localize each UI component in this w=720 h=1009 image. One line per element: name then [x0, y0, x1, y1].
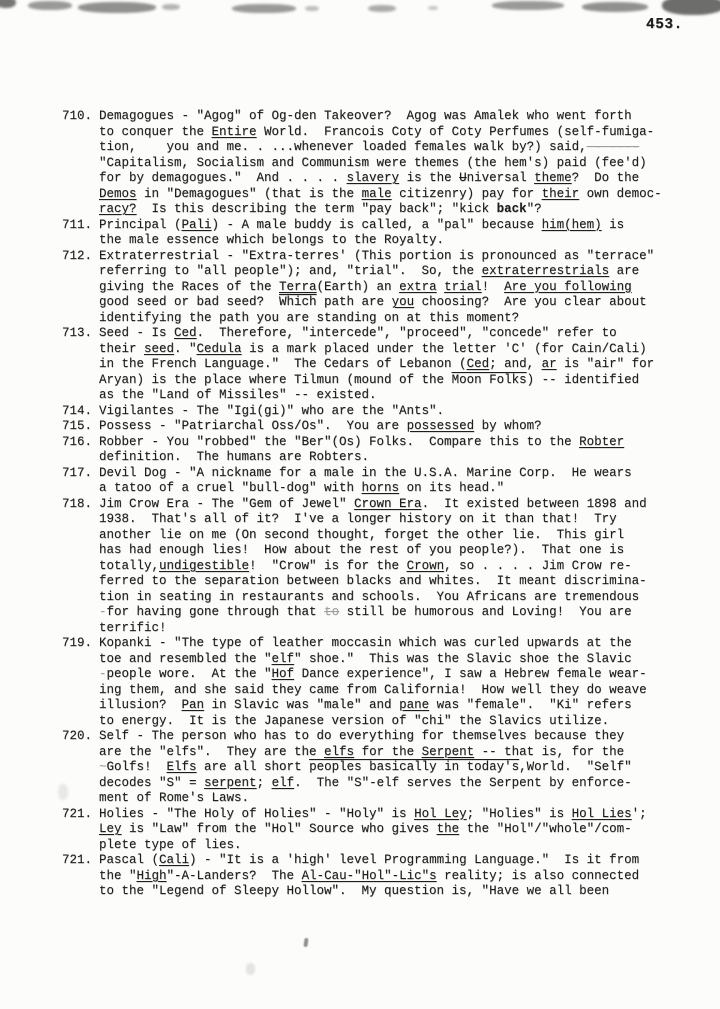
plain-text: Jim Crow Era - The "Gem of Jewel"	[99, 496, 355, 511]
scan-noise-smudge	[492, 1, 564, 10]
scan-noise-smudge	[28, 1, 72, 10]
plain-text: to conquer the	[99, 124, 212, 139]
entry-line	[99, 497, 687, 513]
plain-text: another lie on me (On second thought, forget the other lie. This girl	[99, 527, 625, 542]
plain-text: for by demagogues." And . . . .	[99, 171, 347, 185]
entry-text	[99, 404, 687, 420]
plain-text: . The "S"-elf serves the Serpent by enforce-	[294, 775, 632, 790]
entry-number: 714.	[62, 403, 93, 418]
marked-text: Crown	[406, 558, 445, 573]
plain-text: . Therefore, "intercede", "proceed", "concede" refer to	[196, 326, 617, 340]
plain-text: in Slavic was "male" and	[204, 698, 400, 712]
entry-text	[99, 419, 687, 435]
entry-line	[99, 559, 687, 575]
plain-text: is a mark placed under the letter 'C' (for Cain/Cali)	[241, 341, 647, 356]
plain-text: ;	[256, 775, 272, 790]
marked-text: peoples basically in today's	[309, 760, 520, 774]
marked-text: Terra	[279, 279, 317, 294]
plain-text: ing them, and she said they came from California! How well they do weave	[99, 682, 647, 697]
plain-text: totally,	[99, 558, 160, 573]
plain-text: illusion?	[99, 698, 182, 712]
marked-text: Pali	[181, 217, 212, 232]
entry-line	[99, 822, 687, 838]
scan-noise-smudge	[0, 0, 16, 8]
plain-text: Pascal (	[99, 853, 160, 867]
entry-line	[99, 357, 687, 373]
marked-text: Al-Cau-"Hol"-Lic"s	[301, 868, 437, 883]
marked-text: Cali	[159, 853, 190, 867]
plain-text: own democ-	[579, 186, 662, 201]
plain-text: ; "Holies" is	[466, 806, 572, 821]
entry-line	[99, 652, 687, 668]
plain-text: "Capitalism, Socialism and Communism were themes (the hem's) paid (fee'd)	[99, 155, 647, 170]
entry-number: 721.	[62, 853, 93, 867]
plain-text: is "air" for	[556, 357, 655, 371]
plain-text: niversal	[466, 171, 535, 185]
marked-text: pane	[399, 698, 430, 712]
entry-number: 720.	[62, 729, 93, 743]
marked-text: ar	[541, 357, 557, 371]
entry-number: 716.	[62, 434, 93, 449]
marked-text: elf	[271, 775, 295, 790]
plain-text: to the "Legend of Sleepy Hollow". My question is, "Have we all been	[99, 884, 610, 898]
entry-line	[99, 218, 687, 234]
entry-number: 721.	[62, 806, 93, 821]
plain-text: referring to "all people"); and, "trial". So, the	[99, 264, 482, 278]
entry-line	[99, 543, 687, 559]
entry-number: 718.	[62, 496, 93, 511]
plain-text: . It existed between 1898 and	[421, 496, 647, 511]
plain-text: reality; is also connected	[436, 868, 640, 883]
marked-text: male	[361, 186, 392, 201]
plain-text: the "	[99, 868, 137, 883]
marked-text: Ced	[174, 326, 197, 340]
scan-stray-mark	[303, 938, 308, 947]
plain-text: World. Francois Coty of Coty Perfumes (self-fumiga-	[256, 124, 655, 139]
marked-text: Robter	[579, 434, 625, 449]
entry-line	[99, 636, 687, 652]
entry-line	[99, 838, 687, 854]
entry-row	[62, 729, 687, 807]
page-number: 453.	[646, 17, 683, 33]
plain-text: Kopanki - "The type of leather moccasin which was curled upwards at the	[99, 636, 632, 650]
plain-text: for the	[354, 744, 422, 759]
entry-text	[99, 249, 687, 327]
scan-noise-smudge	[368, 5, 396, 12]
entry-text	[99, 807, 687, 854]
entry-line	[99, 698, 687, 714]
marked-text: Elfs	[166, 760, 197, 774]
plain-text: " shoe." This was the Slavic shoe the Slavic	[294, 651, 632, 666]
entry-row	[62, 807, 687, 854]
entry-row	[62, 109, 687, 218]
entry-line	[99, 729, 687, 745]
entry-number: 711.	[62, 217, 93, 232]
entry-row	[62, 404, 687, 420]
entry-line	[99, 404, 687, 420]
marked-text: Ced	[466, 357, 490, 371]
entries-list	[62, 109, 687, 900]
entry-line	[99, 714, 687, 730]
plain-text: ? Do the	[571, 171, 640, 185]
marked-text: - ----	[586, 140, 640, 154]
scan-noise-smudge	[78, 2, 156, 13]
marked-text: Which	[279, 295, 317, 309]
entry-line	[99, 853, 687, 869]
entry-row	[62, 419, 687, 435]
marked-text: slavery	[346, 171, 400, 185]
entry-line	[99, 621, 687, 637]
plain-text: Extraterrestrial - "Extra-terres' (This portion is pronounced as "terrace"	[99, 248, 655, 263]
entry-number: 717.	[62, 465, 93, 480]
plain-text: was "female". "Ki" refers	[429, 698, 632, 712]
plain-text: choosing? Are you clear about	[414, 295, 647, 309]
entry-line	[99, 760, 687, 776]
entry-text	[99, 466, 687, 497]
scan-noise-smudge	[162, 4, 180, 10]
plain-text: !	[481, 279, 505, 294]
entry-text	[99, 853, 687, 900]
entry-line	[99, 342, 687, 358]
entry-line	[99, 884, 687, 900]
plain-text: in "Demagogues" (that is the	[136, 186, 362, 201]
marked-text: Moon Folks	[451, 372, 527, 387]
entry-number: 712.	[62, 248, 93, 263]
scan-stray-mark	[246, 963, 255, 975]
marked-text: -	[99, 667, 107, 681]
marked-text: the	[436, 822, 460, 836]
entry-row	[62, 218, 687, 249]
entry-text	[99, 729, 687, 807]
entry-line	[99, 590, 687, 606]
plain-text: has had enough lies! How about the rest of you people?). That one is	[99, 543, 625, 557]
scan-noise-smudge	[428, 6, 438, 10]
plain-text: decodes "S" =	[99, 775, 205, 790]
marked-text: Ley	[99, 822, 122, 836]
plain-text: good seed or bad seed?	[99, 295, 280, 309]
entry-row	[62, 435, 687, 466]
marked-text: possessed	[406, 419, 475, 433]
plain-text: tion in seating in restaurants and schools. You Africans are tremendous	[99, 589, 640, 604]
plain-text: as the "Land of Missiles" -- existed.	[99, 388, 377, 402]
marked-text: theme	[534, 171, 572, 185]
plain-text: ';	[631, 806, 647, 821]
scan-noise-smudge	[662, 0, 720, 15]
plain-text: ) - "It is a 'high' level Programming Language." Is it from	[189, 853, 640, 867]
entry-row	[62, 497, 687, 637]
plain-text: by whom?	[474, 419, 542, 433]
entry-row	[62, 636, 687, 729]
plain-text: is the	[399, 171, 460, 185]
entry-line	[99, 326, 687, 342]
marked-text: him(hem)	[541, 217, 602, 232]
plain-text: Dance experience", I saw a Hebrew female wear-	[294, 667, 647, 681]
entry-line	[99, 869, 687, 885]
plain-text: ferred to the separation between blacks and whites. It meant discrimina-	[99, 574, 647, 588]
entry-line	[99, 450, 687, 466]
plain-text	[437, 280, 445, 294]
entry-line	[99, 791, 687, 807]
entry-line	[99, 295, 687, 311]
marked-text: you	[391, 295, 415, 309]
plain-text: giving the Races of the	[99, 279, 280, 294]
entry-text	[99, 435, 687, 466]
entry-line	[99, 388, 687, 404]
scan-noise-smudge	[582, 2, 648, 12]
plain-text: , so . . . . Jim Crow re-	[444, 558, 632, 573]
entry-line	[99, 683, 687, 699]
marked-text: seed	[144, 341, 175, 356]
plain-text: Holies - "The Holy of Holies" - "Holy" is	[99, 806, 415, 821]
plain-text: ; and,	[489, 357, 542, 371]
plain-text: to energy. It is the Japanese version of "chi" the Slavics utilize.	[99, 713, 610, 728]
entry-text	[99, 218, 687, 249]
plain-text: are the "elfs". They are the	[99, 744, 325, 759]
plain-text: Devil Dog - "A nickname for a male in the U.S.A. Marine Corp. He wears	[99, 465, 632, 480]
entry-line	[99, 280, 687, 296]
entry-row	[62, 326, 687, 404]
marked-text: Demos	[99, 186, 137, 201]
plain-text: on its head."	[399, 481, 505, 495]
entry-line	[99, 466, 687, 482]
entry-line	[99, 311, 687, 327]
entry-row	[62, 853, 687, 900]
marked-text: undigestible	[159, 558, 250, 573]
scan-noise-smudge	[232, 4, 296, 13]
entry-line	[99, 745, 687, 761]
marked-text: Cedula	[196, 341, 242, 356]
plain-text: tion, you and me. . ...whenever loaded females walk by?) said,	[99, 140, 587, 154]
plain-text: is "Law" from the "Hol" Source who gives	[121, 822, 437, 836]
plain-text: people wore. At the "	[106, 667, 272, 681]
marked-text: their	[541, 186, 580, 201]
plain-text: their	[99, 341, 145, 356]
plain-text: Vigilantes - The "Igi(gi)" who are the "Ants".	[99, 403, 445, 418]
marked-text: High	[136, 868, 167, 883]
marked-text: Entire	[211, 124, 257, 139]
marked-text: -	[99, 605, 107, 619]
plain-text: in the French Language." The Cedars of Lebanon (	[99, 357, 467, 371]
entry-text	[99, 497, 687, 637]
entry-line	[99, 435, 687, 451]
marked-text: Pan	[181, 698, 205, 712]
entry-line	[99, 419, 687, 435]
entry-line	[99, 109, 687, 125]
entry-line	[99, 202, 687, 218]
plain-text: is	[601, 217, 625, 232]
plain-text: Possess - "Patriarchal Oss/Os". You are	[99, 419, 407, 433]
entry-line	[99, 140, 687, 156]
marked-text: Crown Era	[354, 496, 422, 511]
marked-text: back	[496, 202, 527, 216]
plain-text: definition. The humans are Robters.	[99, 450, 370, 464]
entry-line	[99, 187, 687, 203]
plain-text: citizenry) pay for	[391, 186, 542, 201]
entry-line	[99, 481, 687, 497]
entry-line	[99, 233, 687, 249]
entry-line	[99, 807, 687, 823]
plain-text: Aryan) is the place where Tilmun (mound of the	[99, 372, 452, 387]
plain-text: are	[609, 264, 640, 278]
plain-text: the "Hol"/"whole"/com-	[459, 822, 632, 836]
entry-row	[62, 466, 687, 497]
entry-line	[99, 264, 687, 280]
marked-text: racy?	[99, 202, 137, 216]
plain-text: 1938. That's all of it? I've a longer history on it than that! Try	[99, 512, 617, 526]
marked-text: U	[459, 171, 467, 185]
entry-line	[99, 125, 687, 141]
plain-text: are all short	[196, 760, 310, 774]
plain-text: Principal (	[99, 217, 182, 232]
plain-text: "-A-Landers? The	[166, 868, 302, 883]
entry-line	[99, 171, 687, 187]
entry-line	[99, 667, 687, 683]
plain-text: Demagogues - "Agog" of Og-den Takeover? Agog was Amalek who went forth	[99, 109, 632, 123]
plain-text: for having gone through that	[106, 605, 325, 619]
plain-text: ) -- identified	[526, 372, 640, 387]
marked-text: horns	[361, 481, 400, 495]
plain-text: toe and resembled the "	[99, 651, 272, 666]
plain-text: identifying the path you are standing on at this moment?	[99, 310, 520, 325]
entry-number: 710.	[62, 109, 93, 123]
plain-text: the male essence which belongs to the Royalty.	[99, 233, 445, 247]
entry-line	[99, 512, 687, 528]
marked-text: Hol Ley	[414, 806, 467, 821]
marked-text: extra	[399, 279, 437, 294]
entry-line	[99, 373, 687, 389]
plain-text: "?	[526, 202, 542, 216]
entry-text	[99, 109, 687, 218]
plain-text: ment of Rome's Laws.	[99, 791, 250, 805]
scan-noise-smudge	[305, 6, 319, 11]
marked-text: elfs	[324, 744, 355, 759]
entry-text	[99, 636, 687, 729]
marked-text: extraterrestrials	[481, 264, 610, 278]
plain-text: . "	[174, 341, 197, 356]
marked-text: Are you following	[504, 279, 632, 294]
entry-line	[99, 574, 687, 590]
entry-number: 715.	[62, 419, 93, 433]
entry-line	[99, 156, 687, 172]
plain-text: ,World. "Self"	[519, 760, 632, 774]
plain-text: (Earth) an	[316, 279, 400, 294]
entry-number: 719.	[62, 636, 93, 650]
marked-text: Hof	[271, 667, 295, 681]
plain-text: -- that is, for the	[474, 744, 625, 759]
plain-text: ! "Crow" is for the	[249, 558, 407, 573]
plain-text: a tatoo of a cruel "bull-dog" with	[99, 481, 362, 495]
plain-text: plete type of lies.	[99, 837, 242, 852]
plain-text: Self - The person who has to do everything for themselves because they	[99, 729, 625, 743]
plain-text: still be humorous and Loving! You are	[339, 605, 632, 619]
marked-text: ~	[99, 760, 107, 774]
marked-text: elf	[271, 651, 295, 666]
marked-text: Hol Lies	[571, 806, 632, 821]
plain-text: path are	[316, 295, 392, 309]
plain-text: ) - A male buddy is called, a "pal" because	[211, 217, 542, 232]
plain-text: terrific!	[99, 620, 167, 635]
plain-text: Is this describing the term "pay back"; "kick	[136, 202, 497, 216]
marked-text: to	[324, 605, 340, 619]
entry-line	[99, 528, 687, 544]
plain-text: Seed - Is	[99, 326, 175, 340]
plain-text: Golfs!	[106, 760, 167, 774]
entry-number: 713.	[62, 326, 93, 340]
entry-row	[62, 249, 687, 327]
plain-text: Robber - You "robbed" the "Ber"(Os) Folks. Compare this to the	[99, 434, 580, 449]
entry-line	[99, 605, 687, 621]
entry-text	[99, 326, 687, 404]
entry-line	[99, 776, 687, 792]
marked-text: trial	[444, 279, 482, 294]
scan-stray-mark	[58, 784, 68, 800]
entry-line	[99, 249, 687, 265]
marked-text: Serpent	[421, 744, 475, 759]
marked-text: serpent	[204, 775, 257, 790]
